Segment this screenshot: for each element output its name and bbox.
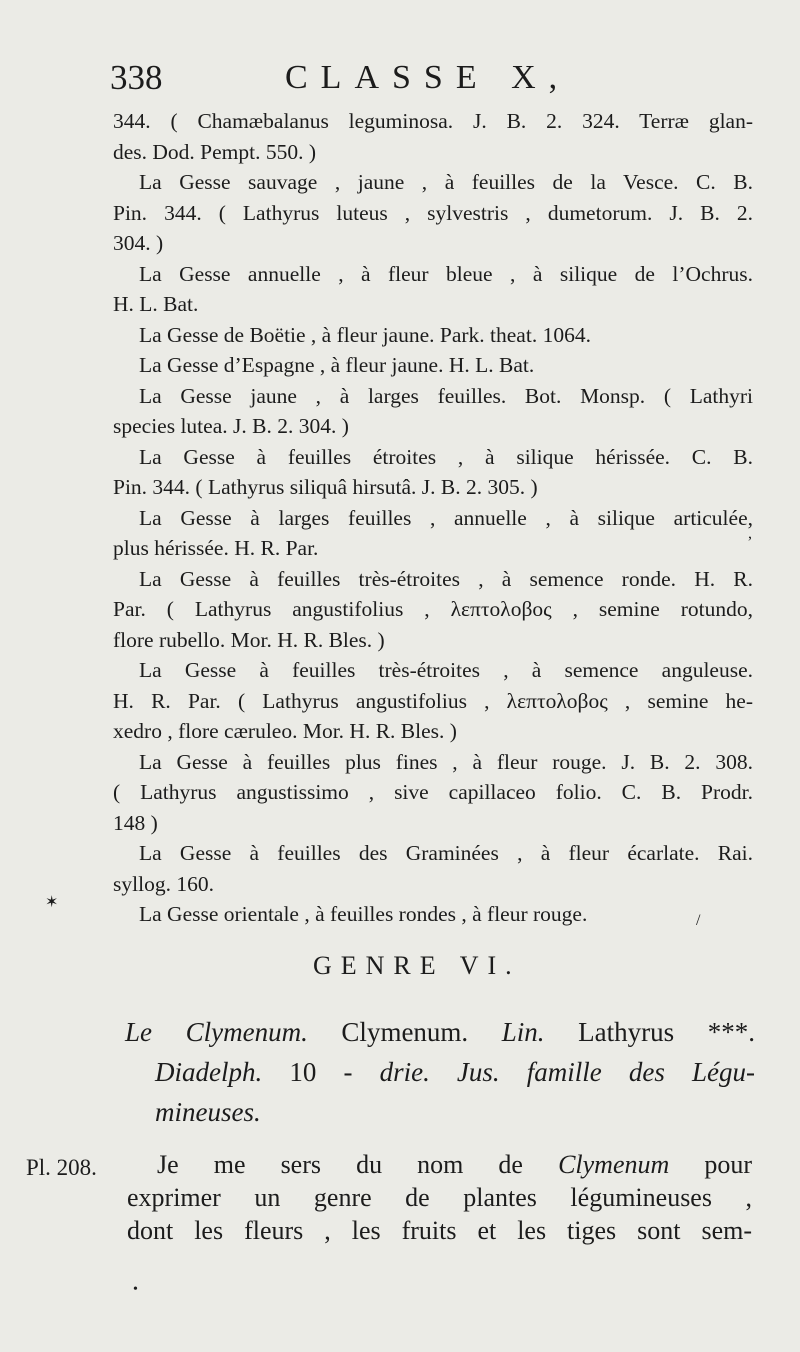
genus-french-name: Le Clymenum.	[125, 1017, 308, 1047]
synonym-entry	[113, 320, 753, 351]
entry-line: Pin. 344. ( Lathyrus siliquâ hirsutâ. J. B. 2. 305. )	[113, 475, 538, 499]
entry-line: La Gesse sauvage , jaune , à feuilles de la Vesce. C. B.	[139, 170, 753, 194]
plate-reference: Pl. 208.	[26, 1155, 97, 1180]
entry-line: 304. )	[113, 231, 164, 255]
body-text: pour	[669, 1150, 752, 1179]
page-header	[110, 58, 750, 102]
genus-family-end: mineuses.	[155, 1097, 261, 1127]
entry-line: La Gesse à feuilles très-étroites , à semence anguleuse.	[139, 658, 753, 682]
entry-line: La Gesse à feuilles des Graminées , à fleur écarlate. Rai.	[139, 841, 753, 865]
running-head: CLASSE X,	[285, 59, 571, 96]
entry-line: ( Lathyrus angustissimo , sive capillaceo folio. C. B. Prodr.	[113, 780, 753, 804]
body-line: dont les fleurs , les fruits et les tiges sont sem-	[127, 1216, 752, 1245]
print-mark: •	[133, 1282, 138, 1297]
entry-line: La Gesse jaune , à larges feuilles. Bot. Monsp. ( Lathyri	[139, 383, 753, 408]
synonym-entry	[113, 564, 753, 656]
genus-latin-name: Clymenum.	[307, 1017, 502, 1047]
genus-family: drie. Jus. famille des Légu-	[379, 1057, 755, 1087]
body-genus-name: Clymenum	[558, 1150, 670, 1179]
print-mark: ,	[748, 525, 752, 542]
synonym-list	[113, 106, 753, 930]
entry-line: La Gesse à feuilles très-étroites , à semence ronde. H. R.	[139, 566, 753, 591]
synonym-entry	[113, 838, 753, 899]
entry-line: La Gesse à feuilles étroites , à silique hérissée. C. B.	[139, 444, 753, 469]
entry-line: species lutea. J. B. 2. 304. )	[113, 414, 349, 438]
entry-line: plus hérissée. H. R. Par.	[113, 536, 319, 560]
synonym-entry	[113, 350, 753, 381]
genus-class-number: 10 -	[262, 1057, 380, 1087]
body-paragraph	[127, 1148, 752, 1247]
entry-line: La Gesse annuelle , à fleur bleue , à silique de l’Ochrus.	[139, 261, 753, 286]
entry-line: des. Dod. Pempt. 550. )	[113, 139, 317, 164]
page-number: 338	[110, 58, 163, 97]
genus-linnaeus-genus: Lathyrus ***.	[544, 1017, 755, 1047]
genus-linnaeus-ref: Lin.	[501, 1017, 545, 1047]
entry-line: flore rubello. Mor. H. R. Bles. )	[113, 627, 385, 652]
body-line	[127, 1148, 752, 1181]
margin-mark: ✶	[45, 894, 59, 911]
synonym-entry	[113, 259, 753, 320]
genus-line	[125, 1052, 755, 1092]
genus-line	[125, 1092, 755, 1132]
body-line: exprimer un genre de plantes légumineuses ,	[127, 1183, 752, 1212]
synonym-entry	[113, 655, 753, 747]
genus-title-block	[125, 1012, 755, 1132]
print-mark: /	[696, 912, 701, 929]
synonym-entry	[113, 167, 753, 259]
synonym-entry	[113, 381, 753, 442]
entry-line: La Gesse de Boëtie , à fleur jaune. Park. theat. 1064.	[139, 322, 591, 347]
entry-line: syllog. 160.	[113, 871, 214, 896]
entry-line: Pin. 344. ( Lathyrus luteus , sylvestris , dumetorum. J. B. 2.	[113, 200, 753, 225]
entry-line: La Gesse orientale , à feuilles rondes , à fleur rouge.	[139, 902, 588, 926]
entry-line: La Gesse d’Espagne , à fleur jaune. H. L. Bat.	[139, 353, 535, 377]
synonym-entry	[113, 747, 753, 839]
entry-line: 344. ( Chamæbalanus leguminosa. J. B. 2. 324. Terræ glan-	[113, 109, 753, 133]
entry-line: La Gesse à larges feuilles , annuelle , à silique articulée,	[139, 505, 753, 530]
body-text: Je me sers du nom de	[157, 1150, 559, 1179]
genus-line	[125, 1012, 755, 1052]
synonym-entry	[113, 899, 753, 930]
entry-line: xedro , flore cæruleo. Mor. H. R. Bles. )	[113, 719, 457, 743]
genre-heading: GENRE VI.	[313, 951, 521, 980]
genus-class: Diadelph.	[155, 1057, 263, 1087]
entry-line: H. L. Bat.	[113, 292, 199, 316]
synonym-entry	[113, 106, 753, 167]
entry-line: La Gesse à feuilles plus fines , à fleur rouge. J. B. 2. 308.	[139, 749, 753, 774]
entry-line: 148 )	[113, 810, 158, 835]
entry-line: Par. ( Lathyrus angustifolius , λεπτολοβος , semine rotundo,	[113, 597, 753, 621]
synonym-entry	[113, 503, 753, 564]
synonym-entry	[113, 442, 753, 503]
entry-line: H. R. Par. ( Lathyrus angustifolius , λεπτολοβος , semine he-	[113, 688, 753, 713]
